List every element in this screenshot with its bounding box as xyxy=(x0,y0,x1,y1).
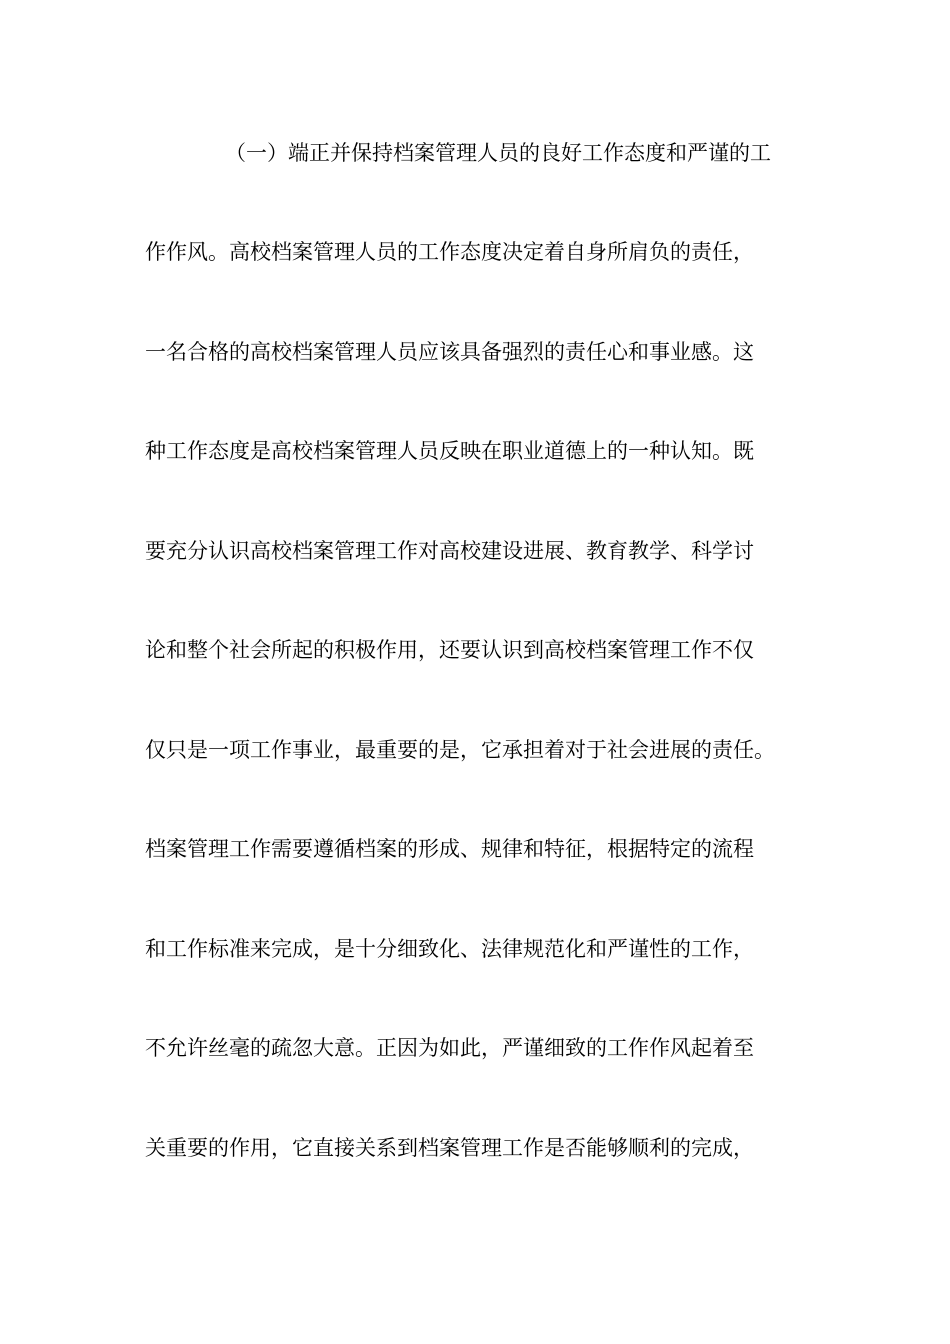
paragraph-line-7: 仅只是一项工作事业，最重要的是，它承担着对于社会进展的责任。 xyxy=(145,738,775,762)
paragraph-line-2: 作作风。高校档案管理人员的工作态度决定着自身所肩负的责任， xyxy=(145,240,754,264)
paragraph-line-3: 一名合格的高校档案管理人员应该具备强烈的责任心和事业感。这 xyxy=(145,340,754,364)
paragraph-line-1: （一）端正并保持档案管理人员的良好工作态度和严谨的工 xyxy=(225,141,771,165)
paragraph-line-6: 论和整个社会所起的积极作用，还要认识到高校档案管理工作不仅 xyxy=(145,638,754,662)
paragraph-line-9: 和工作标准来完成，是十分细致化、法律规范化和严谨性的工作， xyxy=(145,937,754,961)
paragraph-line-4: 种工作态度是高校档案管理人员反映在职业道德上的一种认知。既 xyxy=(145,439,754,463)
paragraph-line-8: 档案管理工作需要遵循档案的形成、规律和特征，根据特定的流程 xyxy=(145,837,754,861)
paragraph-line-5: 要充分认识高校档案管理工作对高校建设进展、教育教学、科学讨 xyxy=(145,539,754,563)
paragraph-line-11: 关重要的作用，它直接关系到档案管理工作是否能够顺利的完成， xyxy=(145,1136,754,1160)
paragraph-line-10: 不允许丝毫的疏忽大意。正因为如此，严谨细致的工作作风起着至 xyxy=(145,1036,754,1060)
